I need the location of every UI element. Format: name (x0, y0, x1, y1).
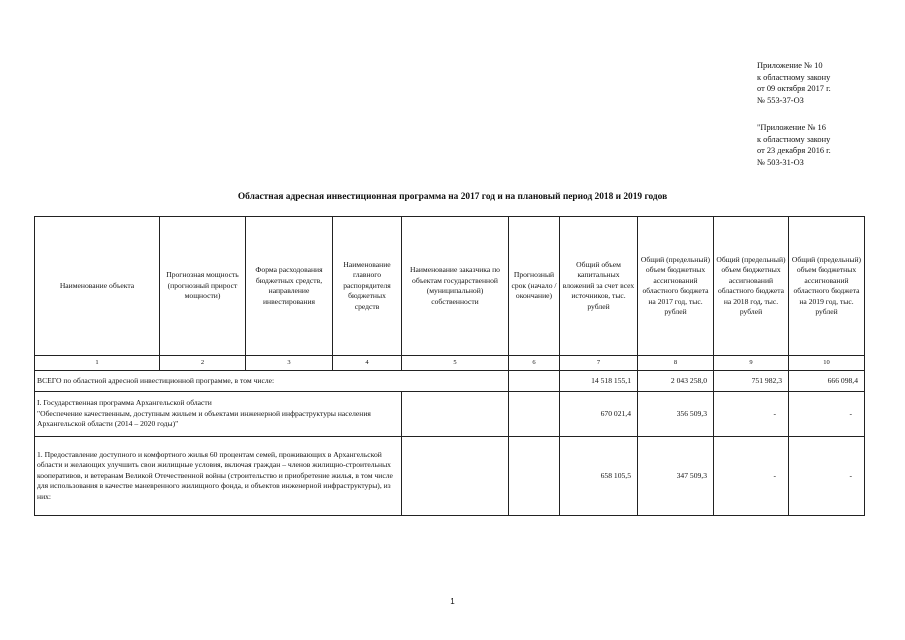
item-2017: 347 509,3 (638, 437, 714, 516)
item-2018: - (714, 437, 789, 516)
program-subtitle: "Обеспечение качественным, доступным жильем и объектами инженерной инфраструктуры населения Архангельской области (2014 – 2020 годы)" (37, 408, 371, 429)
annex-16-line: к областному закону (757, 134, 831, 144)
header-cell: Наименование объекта (35, 217, 160, 356)
program-all-sources: 670 021,4 (560, 392, 638, 437)
header-cell: Форма расходования бюджетных средств, направление инвестирования (246, 217, 333, 356)
column-number: 3 (246, 356, 333, 371)
table-header-row (35, 217, 865, 356)
column-number: 2 (160, 356, 246, 371)
header-cell: Общий объем капитальных вложений за счет всех источников, тыс. рублей (560, 217, 638, 356)
column-number: 7 (560, 356, 638, 371)
program-2017: 356 509,3 (638, 392, 714, 437)
table-row-program (35, 392, 865, 437)
annex-10-line: Приложение № 10 (757, 61, 823, 70)
header-cell: Общий (предельный) объем бюджетных ассигнований областного бюджета на 2019 год, тыс. рублей (789, 217, 865, 356)
empty-cell (402, 437, 509, 516)
annex-16-line: № 503-31-ОЗ (757, 157, 804, 167)
investment-program-table (34, 216, 865, 516)
header-cell: Прогнозная мощность (прогнозный прирост мощности) (160, 217, 246, 356)
column-number-row (35, 356, 865, 371)
column-number: 1 (35, 356, 160, 371)
annex-10-line: от 09 октября 2017 г. (757, 84, 831, 94)
empty-cell (509, 371, 560, 392)
table-row-total (35, 371, 865, 392)
annex-16-line: от 23 декабря 2016 г. (757, 146, 831, 156)
page-number: 1 (450, 597, 455, 606)
empty-cell (402, 392, 509, 437)
total-2019: 666 098,4 (789, 371, 865, 392)
annex-16-header (757, 122, 831, 168)
empty-cell (509, 392, 560, 437)
program-label (35, 392, 402, 437)
column-number: 5 (402, 356, 509, 371)
total-2017: 2 043 258,0 (638, 371, 714, 392)
column-number: 4 (333, 356, 402, 371)
item-2019: - (789, 437, 865, 516)
program-2018: - (714, 392, 789, 437)
program-2019: - (789, 392, 865, 437)
column-number: 8 (638, 356, 714, 371)
annex-16-line: "Приложение № 16 (757, 123, 826, 132)
document-title: Областная адресная инвестиционная программа на 2017 год и на плановый период 2018 и 2019 годов (237, 192, 668, 202)
header-cell: Прогнозный срок (начало / окончание) (509, 217, 560, 356)
header-cell: Общий (предельный) объем бюджетных ассигнований областного бюджета на 2018 год, тыс. рублей (714, 217, 789, 356)
annex-10-header (757, 60, 831, 106)
item-all-sources: 658 105,5 (560, 437, 638, 516)
total-all-sources: 14 518 155,1 (560, 371, 638, 392)
item-label: 1. Предоставление доступного и комфортного жилья 60 процентам семей, проживающих в Архангельской области и желающих улучшить свои жилищные условия, включая граждан – членов жилищно-строительных кооперативов, и ветеранам Великой Отечественной войны (строительство и приобретение жилья, в том числе для использования в качестве маневренного жилищного фонда, и объектов инженерной инфраструктуры), из них: (35, 437, 402, 516)
program-title: I. Государственная программа Архангельской области (37, 398, 212, 408)
column-number: 6 (509, 356, 560, 371)
column-number: 10 (789, 356, 865, 371)
annex-10-line: № 553-37-ОЗ (757, 95, 804, 105)
total-label: ВСЕГО по областной адресной инвестиционной программе, в том числе: (35, 371, 509, 392)
annex-10-line: к областному закону (757, 72, 831, 82)
header-cell: Общий (предельный) объем бюджетных ассигнований областного бюджета на 2017 год, тыс. рублей (638, 217, 714, 356)
column-number: 9 (714, 356, 789, 371)
empty-cell (509, 437, 560, 516)
table-row-item (35, 437, 865, 516)
total-2018: 751 982,3 (714, 371, 789, 392)
header-cell: Наименование главного распорядителя бюджетных средств (333, 217, 402, 356)
header-cell: Наименование заказчика по объектам государственной (муниципальной) собственности (402, 217, 509, 356)
